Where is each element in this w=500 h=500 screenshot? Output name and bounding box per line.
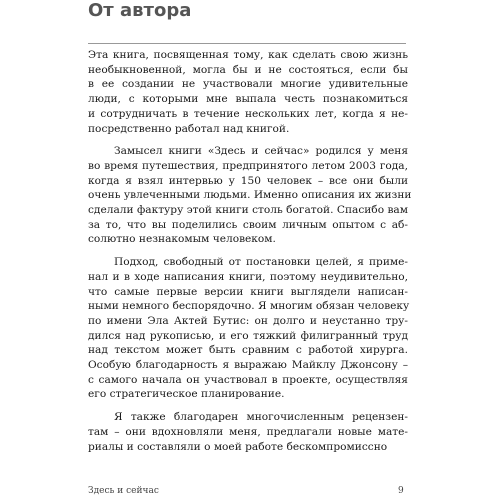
body-text xyxy=(88,48,412,462)
text-line: по имени Эла Актей Бутис: он долго и неустанно тру- xyxy=(88,314,408,327)
text-line: люди, с которыми мне выпала честь познакомиться xyxy=(88,93,408,106)
text-line: что самые первые версии книги выглядели написан- xyxy=(88,285,408,298)
chapter-title: От автора xyxy=(88,0,192,21)
header-rule xyxy=(88,43,406,44)
text-line: во время путешествия, предпринятого летом 2003 года, xyxy=(88,159,408,172)
text-line: солютно незнакомым человеком. xyxy=(88,233,276,246)
text-line: Я также благодарен многочисленным рецензен- xyxy=(114,411,408,424)
text-line: Эта книга, посвященная тому, как сделать свою жизнь xyxy=(88,49,408,61)
text-line: Подход, свободный от постановки целей, я приме- xyxy=(114,256,408,269)
text-line: над текстом может быть сравним с работой хирурга. xyxy=(88,344,408,357)
text-line: когда я взял интервью у 150 человек – все они были xyxy=(88,174,408,187)
text-line: ными немного беспорядочно. Я многим обязан человеку xyxy=(88,300,410,313)
text-line: его стратегическое планирование. xyxy=(88,388,285,401)
paragraph xyxy=(88,255,408,402)
paragraph xyxy=(88,144,412,247)
text-line: сделали фактуру этой книги столь богатой. Спасибо вам xyxy=(88,204,408,217)
text-line: там – они вдохновляли меня, предлагали новые мате- xyxy=(88,425,408,438)
text-line: посредственно работал над книгой. xyxy=(88,122,290,135)
text-line: дился над рукописью, и его тяжкий филигранный труд xyxy=(88,329,408,342)
text-line: необыкновенной, могла бы и не состояться, если бы xyxy=(88,63,408,76)
text-line: нал и в ходе написания книги, поэтому неудивительно, xyxy=(88,270,408,283)
text-line: и сотрудничать в течение нескольких лет, когда я не- xyxy=(88,107,408,120)
page-number: 9 xyxy=(398,486,404,496)
paragraph xyxy=(88,48,408,136)
text-line: очень увлеченными людьми. Именно описания их жизни xyxy=(88,189,412,202)
text-line: в ее создании не участвовали многие удивительные xyxy=(88,78,408,91)
text-line: Замысел книги «Здесь и сейчас» родился у меня xyxy=(114,145,408,158)
paragraph xyxy=(88,410,408,454)
text-line: риалы и составляли о моей работе бескомпромиссно xyxy=(88,440,388,453)
text-line: Особую благодарность я выражаю Майклу Джонсону – xyxy=(88,359,408,372)
running-footer-title: Здесь и сейчас xyxy=(88,486,159,496)
text-line: за то, что вы поделились своим личным опытом с аб- xyxy=(88,218,408,231)
text-line: с самого начала он участвовал в проекте, осуществляя xyxy=(88,373,408,386)
